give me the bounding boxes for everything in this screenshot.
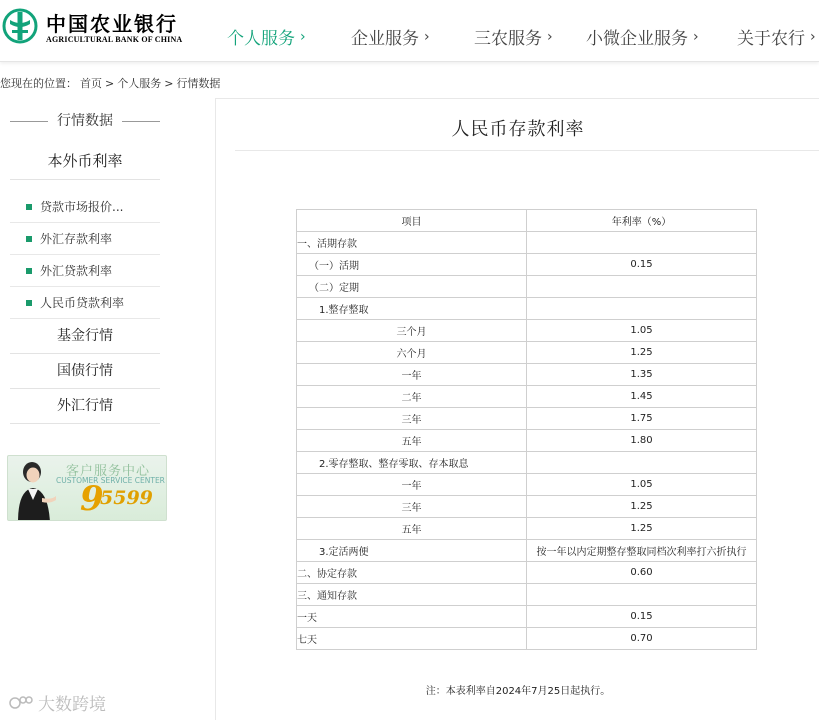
rate-value-cell: 1.45 xyxy=(527,386,757,408)
chevron-right-icon: › xyxy=(810,28,816,45)
table-row xyxy=(297,562,757,584)
bullet-icon xyxy=(26,204,32,210)
deposit-rates-table xyxy=(296,209,757,650)
watermark xyxy=(8,690,106,715)
bullet-icon xyxy=(26,268,32,274)
table-row xyxy=(297,386,757,408)
rate-value-cell: 1.80 xyxy=(527,430,757,452)
table-row xyxy=(297,276,757,298)
watermark-logo-icon xyxy=(8,694,34,712)
sidebar-title-text: 行情数据 xyxy=(57,113,113,129)
table-header-row xyxy=(297,210,757,232)
rate-item-cell: 三个月 xyxy=(297,320,527,342)
nav-small-business[interactable] xyxy=(586,24,699,49)
nav-label: 关于农行 xyxy=(737,29,805,49)
breadcrumb-home[interactable]: 首页 xyxy=(80,77,102,90)
breadcrumb-separator: > xyxy=(105,77,115,90)
rate-item-cell: 二年 xyxy=(297,386,527,408)
logo-chinese-name: 中国农业银行 xyxy=(46,12,178,36)
column-header-rate: 年利率（%） xyxy=(527,210,757,232)
table-row xyxy=(297,254,757,276)
sidebar-item-fx-rates[interactable]: 本外币利率 xyxy=(10,142,160,180)
rate-item-cell: 2.零存整取、整存零取、存本取息 xyxy=(297,452,527,474)
divider xyxy=(235,150,819,151)
rate-item-cell: 三年 xyxy=(297,408,527,430)
sidebar-title xyxy=(10,100,160,142)
sidebar-item-fx-deposit[interactable] xyxy=(10,223,160,255)
table-row xyxy=(297,540,757,562)
table-row xyxy=(297,518,757,540)
spacer xyxy=(10,180,160,191)
rate-item-cell: （二）定期 xyxy=(297,276,527,298)
rate-item-cell: 一年 xyxy=(297,364,527,386)
nav-personal-services[interactable] xyxy=(227,24,306,49)
chevron-right-icon: › xyxy=(300,28,306,45)
rate-item-cell: 七天 xyxy=(297,628,527,650)
service-center-subtitle: CUSTOMER SERVICE CENTER xyxy=(56,476,165,485)
sidebar-item-rmb-loan[interactable] xyxy=(10,287,160,319)
column-header-item: 项目 xyxy=(297,210,527,232)
rate-item-cell: 一、活期存款 xyxy=(297,232,527,254)
effective-date-note: 注：本表利率自2024年7月25日起执行。 xyxy=(425,686,611,697)
rate-value-cell: 0.70 xyxy=(527,628,757,650)
chevron-right-icon: › xyxy=(424,28,430,45)
table-row xyxy=(297,408,757,430)
table-row xyxy=(297,320,757,342)
rate-value-cell: 1.25 xyxy=(527,496,757,518)
abc-logo-icon xyxy=(2,8,38,44)
bullet-icon xyxy=(26,300,32,306)
rate-value-cell: 1.35 xyxy=(527,364,757,386)
nav-corporate-services[interactable] xyxy=(351,24,430,49)
nav-label: 个人服务 xyxy=(227,29,295,49)
rate-item-cell: 3.定活两便 xyxy=(297,540,527,562)
rate-item-cell: 一年 xyxy=(297,474,527,496)
sidebar-item-label: 外汇贷款利率 xyxy=(40,264,113,278)
nav-about[interactable] xyxy=(737,24,816,49)
rate-item-cell: 二、协定存款 xyxy=(297,562,527,584)
rate-item-cell: 六个月 xyxy=(297,342,527,364)
sidebar-item-label: 人民币贷款利率 xyxy=(40,296,125,310)
table-row xyxy=(297,584,757,606)
chevron-right-icon: › xyxy=(547,28,553,45)
rate-value-cell: 1.25 xyxy=(527,518,757,540)
table-row xyxy=(297,430,757,452)
table-row xyxy=(297,232,757,254)
service-center-title: 客户服务中心 xyxy=(66,464,151,479)
sidebar-item-bonds[interactable]: 国债行情 xyxy=(10,354,160,389)
rate-item-cell: 五年 xyxy=(297,518,527,540)
rate-item-cell: （一）活期 xyxy=(297,254,527,276)
table-body xyxy=(297,232,757,650)
logo-english-name: AGRICULTURAL BANK OF CHINA xyxy=(46,35,183,44)
rate-item-cell: 一天 xyxy=(297,606,527,628)
sidebar-item-lpr[interactable] xyxy=(10,191,160,223)
bullet-icon xyxy=(26,236,32,242)
sidebar-item-label: 外汇存款利率 xyxy=(40,232,113,246)
rate-value-cell: 1.05 xyxy=(527,474,757,496)
rate-value-cell: 1.05 xyxy=(527,320,757,342)
chevron-right-icon: › xyxy=(693,28,699,45)
page-title: 人民币存款利率 xyxy=(451,119,585,140)
table-row xyxy=(297,298,757,320)
site-header xyxy=(0,0,819,62)
bank-logo[interactable] xyxy=(2,6,192,50)
sidebar-item-label: 贷款市场报价... xyxy=(40,200,124,214)
rate-value-cell xyxy=(527,276,757,298)
watermark-text: 大数跨境 xyxy=(38,695,106,715)
divider xyxy=(10,121,48,122)
rate-value-cell: 0.15 xyxy=(527,606,757,628)
rate-value-cell: 0.60 xyxy=(527,562,757,584)
table-row xyxy=(297,364,757,386)
main-content xyxy=(215,98,819,720)
table-row xyxy=(297,606,757,628)
nav-label: 企业服务 xyxy=(351,29,419,49)
sidebar xyxy=(10,100,160,424)
rate-item-cell: 1.整存整取 xyxy=(297,298,527,320)
breadcrumb xyxy=(0,75,223,91)
rate-item-cell: 三、通知存款 xyxy=(297,584,527,606)
table-row xyxy=(297,628,757,650)
nav-label: 小微企业服务 xyxy=(586,29,688,49)
sidebar-item-funds[interactable]: 基金行情 xyxy=(10,319,160,354)
nav-agri-services[interactable] xyxy=(474,24,553,49)
table-row xyxy=(297,452,757,474)
service-agent-image xyxy=(12,458,56,521)
breadcrumb-personal[interactable]: 个人服务 xyxy=(117,77,162,90)
breadcrumb-prefix: 您现在的位置： xyxy=(0,77,77,90)
rate-value-cell xyxy=(527,584,757,606)
rate-value-cell xyxy=(527,452,757,474)
sidebar-item-fx-loan[interactable] xyxy=(10,255,160,287)
rate-value-cell: 1.25 xyxy=(527,342,757,364)
rate-item-cell: 三年 xyxy=(297,496,527,518)
sidebar-item-fx-market[interactable]: 外汇行情 xyxy=(10,389,160,424)
breadcrumb-current: 行情数据 xyxy=(176,77,221,90)
table-row xyxy=(297,342,757,364)
table-row xyxy=(297,496,757,518)
rate-value-cell xyxy=(527,298,757,320)
breadcrumb-separator: > xyxy=(164,77,174,90)
rate-item-cell: 五年 xyxy=(297,430,527,452)
divider xyxy=(122,121,160,122)
hotline-number: 5599 xyxy=(100,487,153,509)
rate-value-cell: 0.15 xyxy=(527,254,757,276)
rate-value-cell: 按一年以内定期整存整取同档次利率打六折执行 xyxy=(527,540,757,562)
rate-value-cell: 1.75 xyxy=(527,408,757,430)
table-row xyxy=(297,474,757,496)
customer-service-banner[interactable] xyxy=(7,455,167,521)
nav-label: 三农服务 xyxy=(474,29,542,49)
hotline-digit: 9 xyxy=(80,479,104,519)
rate-value-cell xyxy=(527,232,757,254)
